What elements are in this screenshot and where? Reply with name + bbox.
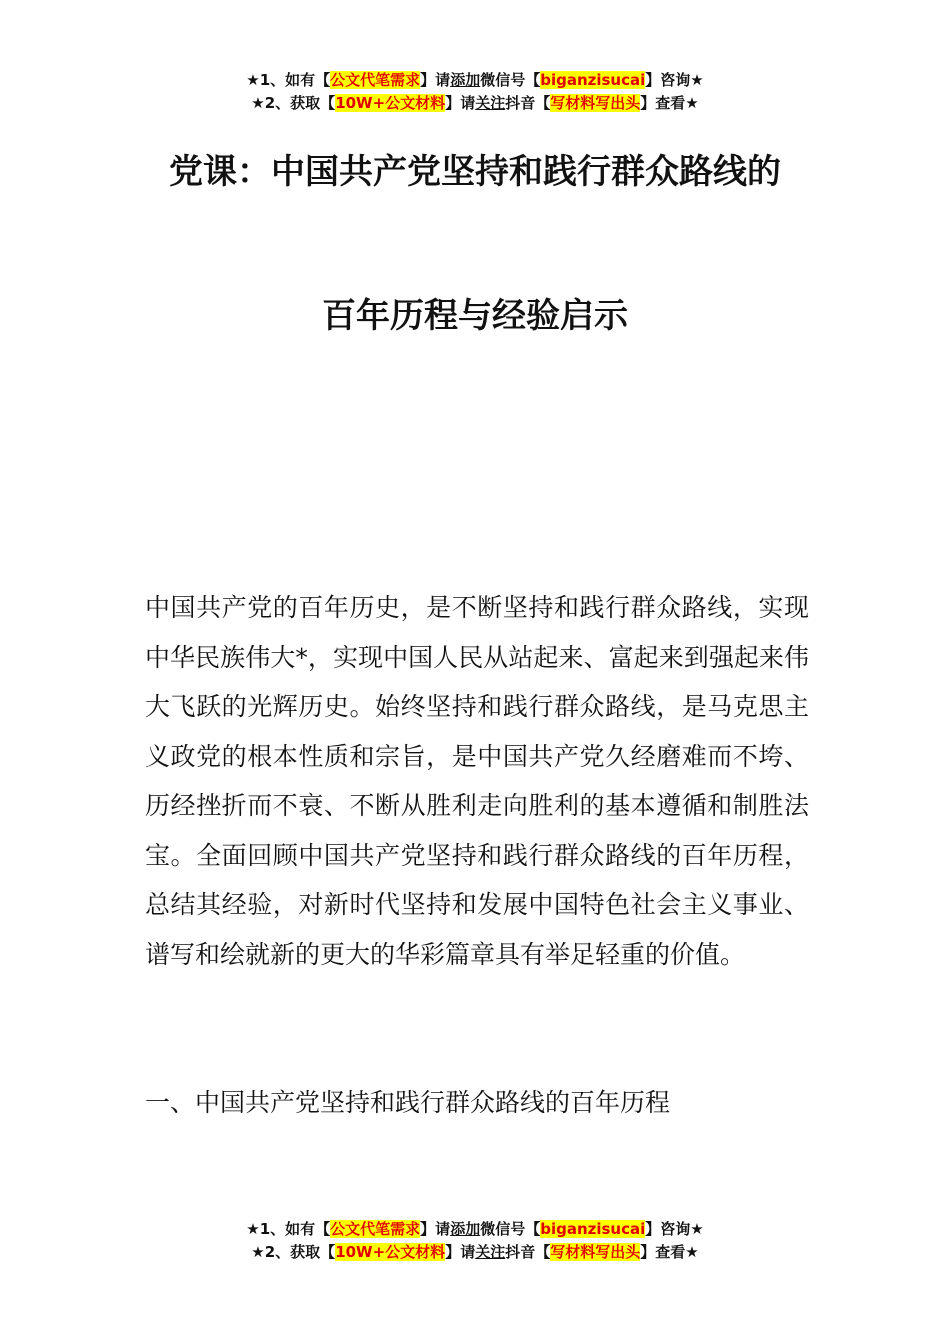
- promo-footer: [0, 1218, 950, 1264]
- promo-highlight: biganzisucai: [540, 1220, 646, 1238]
- promo-highlight: 公文代笔需求: [330, 1220, 421, 1238]
- promo-line-1: ★1、如有【公文代笔需求】请添加微信号【biganzisucai】咨询★: [246, 1220, 704, 1238]
- section-heading: 一、中国共产党坚持和践行群众路线的百年历程: [145, 1088, 671, 1117]
- promo-line-2: ★2、获取【10W+公文材料】请关注抖音【写材料写出头】查看★: [251, 94, 699, 112]
- promo-line-2: ★2、获取【10W+公文材料】请关注抖音【写材料写出头】查看★: [251, 1243, 699, 1261]
- promo-highlight: 写材料写出头: [550, 1243, 641, 1261]
- promo-line-1: ★1、如有【公文代笔需求】请添加微信号【biganzisucai】咨询★: [246, 71, 704, 89]
- promo-highlight: 公文代笔需求: [330, 71, 421, 89]
- intro-paragraph: 中国共产党的百年历史，是不断坚持和践行群众路线，实现中华民族伟大*，实现中国人民从站起来、富起来到强起来伟大飞跃的光辉历史。始终坚持和践行群众路线，是马克思主义政党的根本性质和宗旨，是中国共产党久经磨难而不垮、历经挫折而不衰、不断从胜利走向胜利的基本遵循和制胜法宝。全面回顾中国共产党坚持和践行群众路线的百年历程，总结其经验，对新时代坚持和发展中国特色社会主义事业、谱写和绘就新的更大的华彩篇章具有举足轻重的价值。: [145, 593, 809, 969]
- promo-highlight: biganzisucai: [540, 71, 646, 89]
- promo-highlight: 10W+公文材料: [335, 1243, 446, 1261]
- promo-highlight: 10W+公文材料: [335, 94, 446, 112]
- document-title-line-1: 党课：中国共产党坚持和践行群众路线的: [169, 152, 781, 192]
- promo-highlight: 写材料写出头: [550, 94, 641, 112]
- promo-header: [0, 69, 950, 115]
- document-title-line-2: 百年历程与经验启示: [322, 296, 628, 336]
